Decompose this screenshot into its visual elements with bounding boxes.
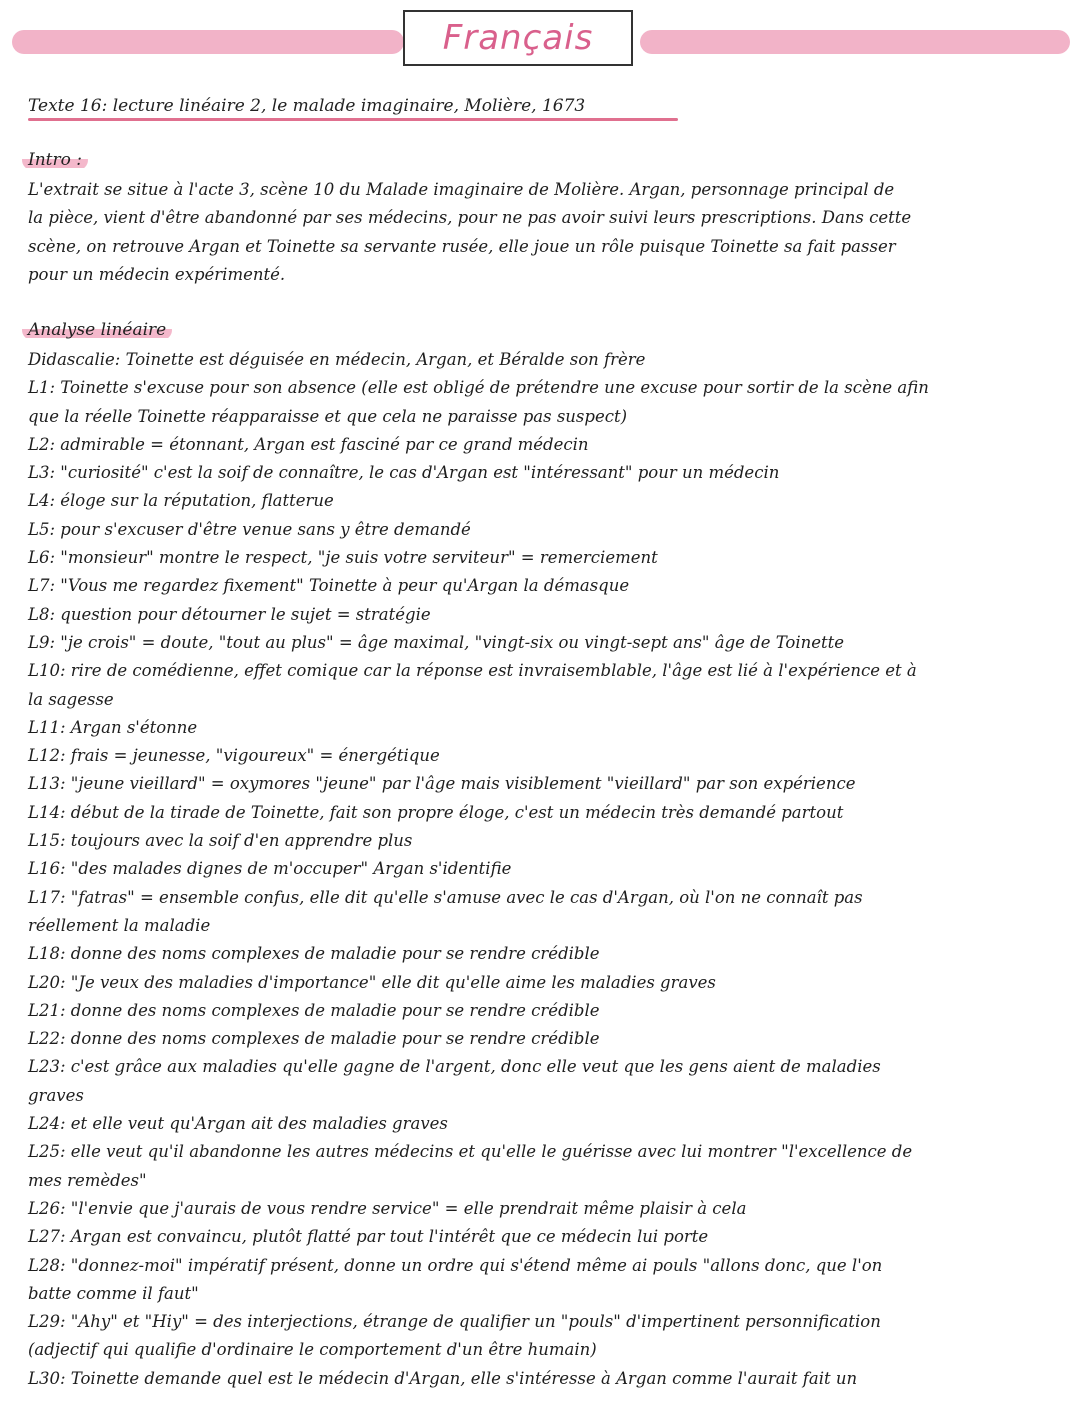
text-line: (adjectif qui qualifie d'ordinaire le comportement d'un être humain) (28, 1340, 597, 1360)
analysis-text (28, 346, 1058, 1393)
text-line: L27: Argan est convaincu, plutôt flatté par tout l'intérêt que ce médecin lui porte (28, 1227, 709, 1247)
document-title-underline (28, 118, 678, 121)
text-line: graves (28, 1085, 84, 1105)
text-line: que la réelle Toinette réapparaisse et que cela ne paraisse pas suspect) (28, 406, 628, 426)
text-line: scène, on retrouve Argan et Toinette sa servante rusée, elle joue un rôle puisque Toinette sa fait passer (28, 236, 896, 256)
text-line: la sagesse (28, 689, 114, 709)
text-line: Didascalie: Toinette est déguisée en médecin, Argan, et Béralde son frère (28, 350, 646, 369)
text-line: L18: donne des noms complexes de maladie pour se rendre crédible (28, 944, 600, 964)
header-decor-bar-left (12, 30, 404, 54)
text-line: L11: Argan s'étonne (28, 717, 198, 737)
analysis-label: Analyse linéaire (22, 320, 172, 340)
text-line: L5: pour s'excuser d'être venue sans y être demandé (28, 519, 471, 539)
text-line: L6: "monsieur" montre le respect, "je suis votre serviteur" = remerciement (28, 548, 658, 568)
text-line: L28: "donnez-moi" impératif présent, donne un ordre qui s'étend même ai pouls "allons donc, que l'on (28, 1255, 883, 1275)
text-line: L4: éloge sur la réputation, flatterue (28, 491, 334, 511)
text-line: L16: "des malades dignes de m'occuper" Argan s'identifie (28, 859, 512, 879)
text-line: L15: toujours avec la soif d'en apprendre plus (28, 831, 413, 851)
text-line: L1: Toinette s'excuse pour son absence (elle est obligé de prétendre une excuse pour sortir de la scène afin (28, 378, 929, 398)
subject-title: Français (442, 18, 594, 58)
text-line: L26: "l'envie que j'aurais de vous rendre service" = elle prendrait même plaisir à cela (28, 1198, 747, 1218)
text-line: L22: donne des noms complexes de maladie pour se rendre crédible (28, 1029, 600, 1049)
text-line: L30: Toinette demande quel est le médecin d'Argan, elle s'intéresse à Argan comme l'aurait fait un (28, 1368, 858, 1388)
intro-text (28, 176, 1058, 289)
text-line: L10: rire de comédienne, effet comique car la réponse est invraisemblable, l'âge est lié à l'expérience et à (28, 661, 917, 681)
text-line: L9: "je crois" = doute, "tout au plus" = âge maximal, "vingt-six ou vingt-sept ans" âge de Toinette (28, 632, 845, 652)
text-line: L24: et elle veut qu'Argan ait des maladies graves (28, 1114, 448, 1134)
text-line: L17: "fatras" = ensemble confus, elle dit qu'elle s'amuse avec le cas d'Argan, où l'on ne connaît pas (28, 887, 863, 907)
text-line: L'extrait se situe à l'acte 3, scène 10 du Malade imaginaire de Molière. Argan, personnage principal de (28, 180, 895, 199)
document-title: Texte 16: lecture linéaire 2, le malade imaginaire, Molière, 1673 (28, 96, 586, 116)
header-decor-bar-right (640, 30, 1070, 54)
text-line: mes remèdes" (28, 1170, 147, 1190)
text-line: L20: "Je veux des maladies d'importance" elle dit qu'elle aime les maladies graves (28, 972, 716, 992)
text-line: L29: "Ahy" et "Hiy" = des interjections, étrange de qualifier un "pouls" d'impertinent personnification (28, 1312, 881, 1332)
text-line: L3: "curiosité" c'est la soif de connaître, le cas d'Argan est "intéressant" pour un médecin (28, 463, 780, 483)
text-line: la pièce, vient d'être abandonné par ses médecins, pour ne pas avoir suivi leurs prescriptions. Dans cette (28, 208, 912, 228)
text-line: réellement la maladie (28, 915, 211, 935)
text-line: L7: "Vous me regardez fixement" Toinette à peur qu'Argan la démasque (28, 576, 630, 596)
text-line: L25: elle veut qu'il abandonne les autres médecins et qu'elle le guérisse avec lui montrer "l'excellence de (28, 1142, 913, 1162)
text-line: batte comme il faut" (28, 1283, 199, 1303)
text-line: L12: frais = jeunesse, "vigoureux" = énergétique (28, 746, 440, 766)
subject-title-box (403, 10, 633, 66)
intro-label: Intro : (22, 150, 88, 170)
text-line: L8: question pour détourner le sujet = stratégie (28, 604, 431, 624)
text-line: L13: "jeune vieillard" = oxymores "jeune" par l'âge mais visiblement "vieillard" par son expérience (28, 774, 856, 794)
text-line: L2: admirable = étonnant, Argan est fasciné par ce grand médecin (28, 434, 589, 454)
text-line: pour un médecin expérimenté. (28, 264, 286, 284)
text-line: L14: début de la tirade de Toinette, fait son propre éloge, c'est un médecin très demandé partout (28, 802, 844, 822)
text-line: L23: c'est grâce aux maladies qu'elle gagne de l'argent, donc elle veut que les gens aient de maladies (28, 1057, 881, 1077)
text-line: L21: donne des noms complexes de maladie pour se rendre crédible (28, 1000, 600, 1020)
